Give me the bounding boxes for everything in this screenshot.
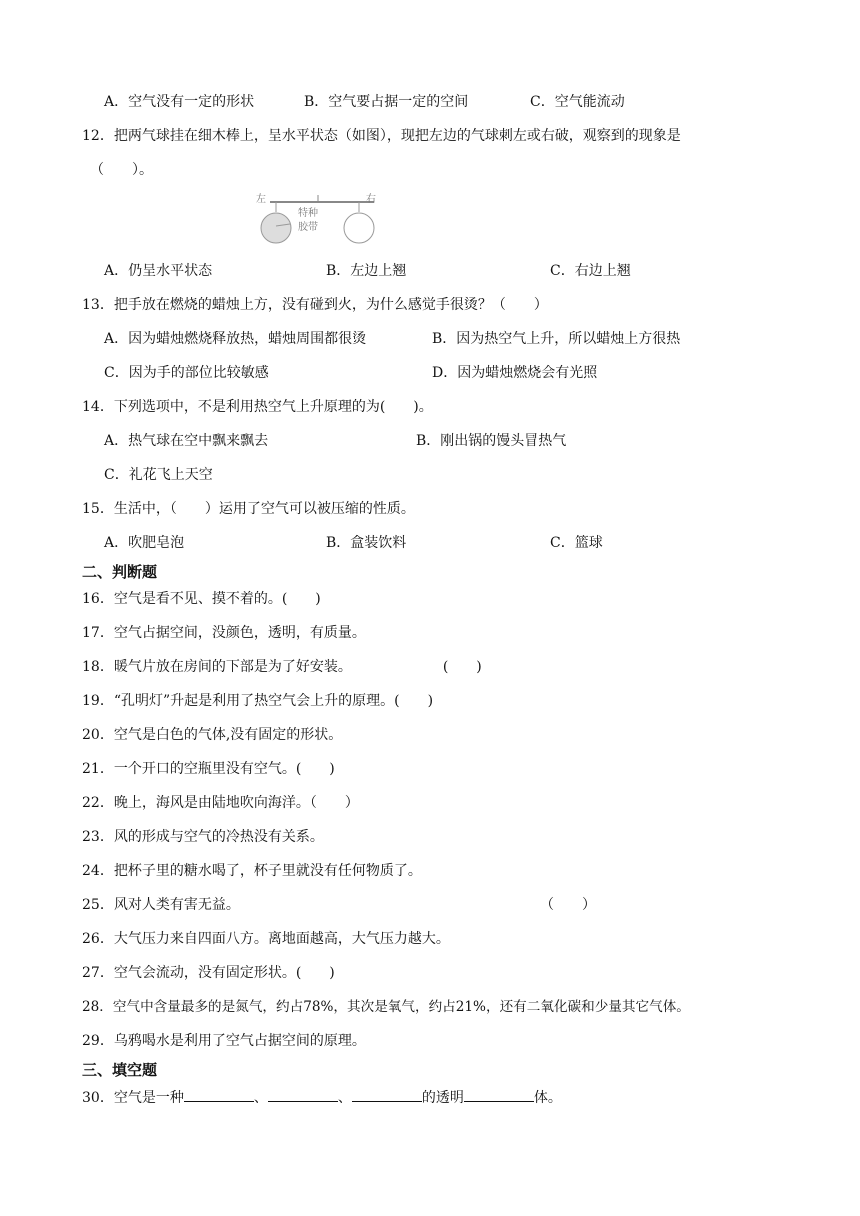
figure-right-label: 右: [366, 194, 376, 205]
q30-blank-4[interactable]: [464, 1087, 534, 1102]
q15-stem: 15．生活中，（ ）运用了空气可以被压缩的性质。: [82, 501, 415, 517]
judge-item: 19．“孔明灯”升起是利用了热空气会上升的原理。( ): [82, 693, 434, 709]
q15-option-b: B．盒装饮料: [326, 535, 407, 551]
judge-item: 26．大气压力来自四面八方。离地面越高，大气压力越大。: [82, 931, 450, 947]
judge-item: 18．暖气片放在房间的下部是为了好安装。 ( ): [82, 659, 482, 675]
q13-stem: 13．把手放在燃烧的蜡烛上方，没有碰到火，为什么感觉手很烫？（ ）: [82, 297, 548, 313]
q30-separator-2: 、: [337, 1090, 352, 1106]
judge-item: 29．乌鸦喝水是利用了空气占据空间的原理。: [82, 1033, 366, 1049]
balloon-balance-figure: [256, 194, 386, 246]
q30-blank-2[interactable]: [268, 1087, 338, 1102]
judge-item: 28．空气中含量最多的是氮气，约占78%，其次是氧气，约占21%，还有二氧化碳和少量其它气体。: [82, 999, 690, 1015]
judge-item: 17．空气占据空间，没颜色，透明，有质量。: [82, 625, 366, 641]
q14-option-a: A．热气球在空中飘来飘去: [104, 433, 269, 449]
q13-option-a: A．因为蜡烛燃烧释放热，蜡烛周围都很烫: [104, 331, 367, 347]
q13-option-d: D．因为蜡烛燃烧会有光照: [432, 365, 598, 381]
q12-option-b: B．左边上翘: [326, 263, 407, 279]
section-title-fill: 三、填空题: [82, 1061, 158, 1079]
figure-left-label: 左: [256, 194, 266, 205]
q25-answer-bracket: （ ）: [540, 897, 596, 913]
q30-text-1: 30．空气是一种: [82, 1090, 184, 1106]
q12-stem: 12．把两气球挂在细木棒上，呈水平状态（如图），现把左边的气球刺左或右破，观察到的现象是: [82, 128, 681, 144]
q13-option-c: C．因为手的部位比较敏感: [104, 365, 269, 381]
q30-blank-3[interactable]: [352, 1087, 422, 1102]
q15-option-c: C．篮球: [550, 535, 603, 551]
judge-item: 27．空气会流动，没有固定形状。( ): [82, 965, 335, 981]
judge-item: 20．空气是白色的气体,没有固定的形状。: [82, 727, 343, 743]
q11-option-c: C．空气能流动: [530, 94, 625, 110]
q30-stem: [82, 1087, 562, 1108]
judge-item: 23．风的形成与空气的冷热没有关系。: [82, 829, 324, 845]
q30-text-3: 体。: [533, 1090, 562, 1106]
judge-item: 22．晚上，海风是由陆地吹向海洋。（ ）: [82, 795, 359, 811]
section-title-judge: 二、判断题: [82, 563, 158, 581]
q30-blank-1[interactable]: [184, 1087, 254, 1102]
q14-option-b: B．刚出锅的馒头冒热气: [416, 433, 567, 449]
q11-option-a: A．空气没有一定的形状: [104, 94, 255, 110]
judge-item: 16．空气是看不见、摸不着的。( ): [82, 591, 321, 607]
q11-option-b: B．空气要占据一定的空间: [304, 94, 469, 110]
q13-option-b: B．因为热空气上升，所以蜡烛上方很热: [432, 331, 681, 347]
q12-stem-cont: （ ）。: [90, 162, 153, 178]
q14-option-c: C．礼花飞上天空: [104, 467, 213, 483]
q12-option-a: A．仍呈水平状态: [104, 263, 213, 279]
judge-item: 21．一个开口的空瓶里没有空气。( ): [82, 761, 335, 777]
figure-tape-label-1: 特种: [298, 208, 318, 219]
q15-option-a: A．吹肥皂泡: [104, 535, 185, 551]
judge-item: 25．风对人类有害无益。: [82, 897, 240, 913]
q14-stem: 14．下列选项中，不是利用热空气上升原理的为( )。: [82, 399, 433, 415]
q12-option-c: C．右边上翘: [550, 263, 631, 279]
q30-text-2: 的透明: [421, 1090, 464, 1106]
figure-tape-label-2: 胶带: [298, 222, 318, 233]
judge-item: 24．把杯子里的糖水喝了，杯子里就没有任何物质了。: [82, 863, 422, 879]
q30-separator-1: 、: [253, 1090, 268, 1106]
